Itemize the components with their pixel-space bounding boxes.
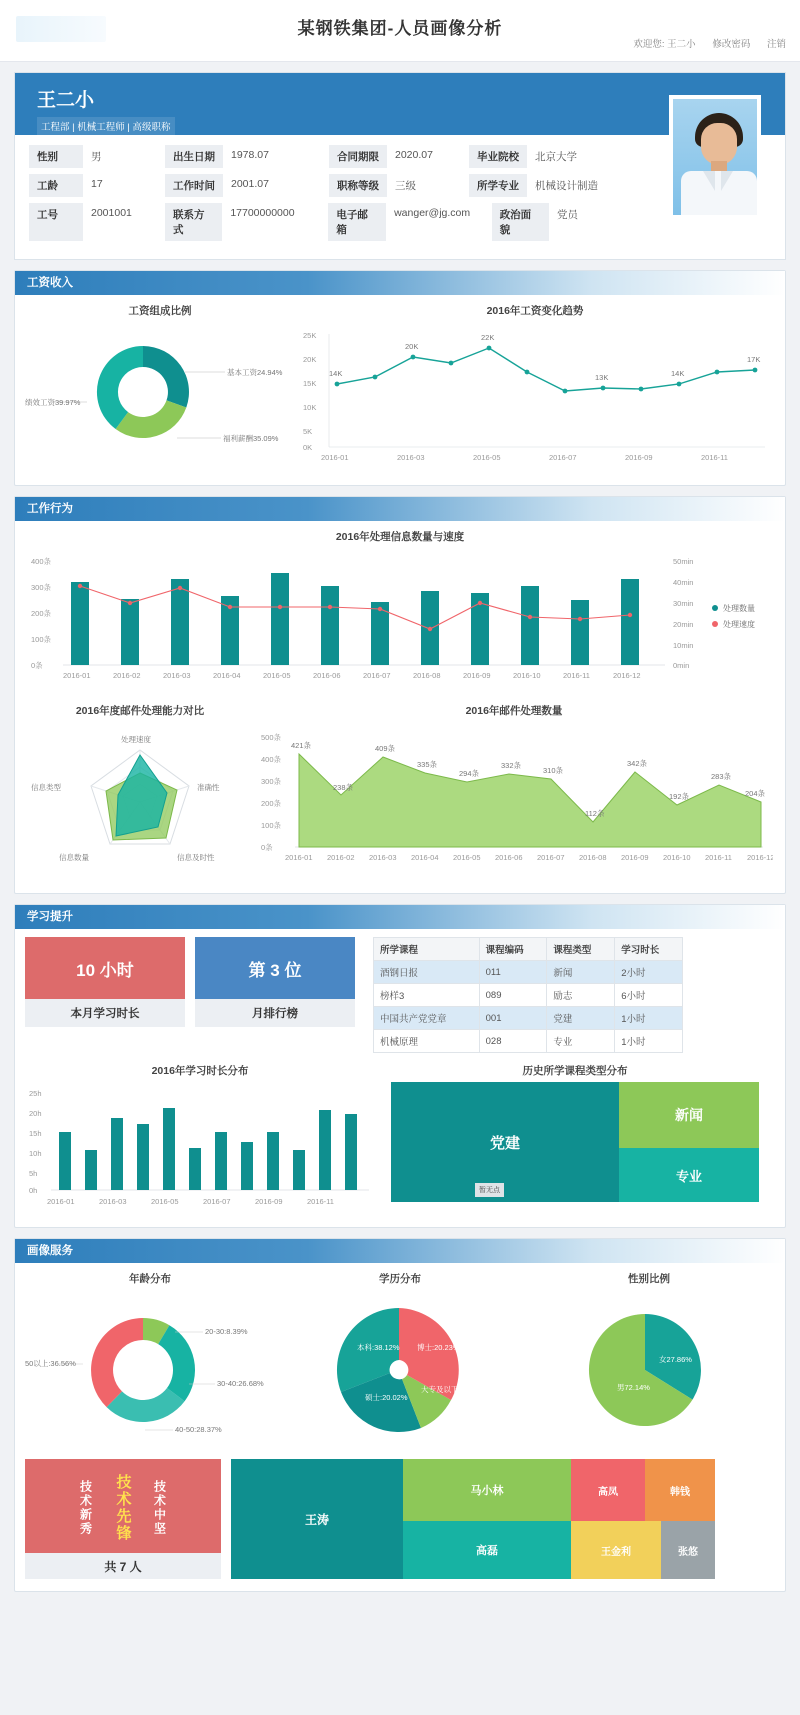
x-tick: 2016-11 [307,1197,334,1206]
kpi-study-hours [25,937,185,1027]
company-logo [16,16,106,42]
info-label: 电子邮箱 [328,203,386,241]
kpi-value: 10 小时 [25,937,185,999]
x-tick: 2016-11 [701,453,728,462]
y-tick: 5K [303,427,313,436]
pie-label: 硕士:20.02% [365,1393,408,1402]
x-tick: 2016-04 [213,671,241,680]
profile-card [14,72,786,260]
chart-title: 2016年学习时长分布 [151,1065,249,1077]
panel-title-learning: 学习提升 [15,905,785,929]
x-tick: 2016-08 [413,671,441,680]
panel-salary [14,270,786,486]
radar-axis-label: 信息数量 [59,853,89,862]
info-value: 1978.07 [231,149,269,161]
x-tick: 2016-03 [397,453,425,462]
info-label: 毕业院校 [469,145,527,168]
panel-title-behavior: 工作行为 [15,497,785,521]
x-tick: 2016-06 [495,853,523,862]
chart-mail-area [255,703,773,881]
pie-label: 50以上:36.56% [25,1359,76,1368]
info-value: 17700000000 [230,207,295,219]
pie-label: 大专及以下:21.63% [421,1385,487,1394]
y-tick: 15K [303,379,317,388]
radar-axis-label: 信息及时性 [177,853,215,862]
chart-gender-dist [525,1271,773,1451]
y-tick-left: 400条 [31,557,52,566]
kpi-label: 月排行榜 [195,999,355,1027]
y-tick-right: 0min [673,661,690,670]
y-tick-left: 0条 [31,661,43,670]
kpi-value: 第 3 位 [195,937,355,999]
donut-label-welfare: 福利薪酬35.09% [223,434,279,443]
y-tick: 25h [29,1089,42,1098]
profile-name: 王二小 [37,90,95,111]
chart-title: 历史所学课程类型分布 [522,1065,628,1077]
point-label: 409条 [375,744,396,753]
y-tick: 10K [303,403,317,412]
point-label: 421条 [291,741,312,750]
panel-learning [14,904,786,1228]
y-tick-left: 300条 [31,583,52,592]
pie-label: 20-30:8.39% [205,1327,248,1336]
y-tick: 5h [29,1169,38,1178]
x-tick: 2016-04 [411,853,439,862]
point-label: 192条 [669,792,690,801]
info-value: 男 [91,151,102,163]
y-tick: 0K [303,443,313,452]
tag-word-2[interactable]: 技术先锋 [114,1474,132,1542]
radar-axis-label: 信息类型 [31,783,61,792]
user-bar [619,36,786,50]
chart-edu-dist [275,1271,525,1451]
cell: 028 [479,1030,547,1053]
donut-label-base: 基本工资24.94% [227,368,283,377]
tag-words [25,1459,221,1553]
tag-word-3[interactable]: 技术中坚 [152,1480,167,1536]
table-row[interactable] [374,984,683,1007]
treemap-cell-staff-3[interactable]: 高磊 [403,1521,571,1579]
x-tick: 2016-07 [537,853,565,862]
cell: 机械原理 [374,1030,480,1053]
y-tick: 10h [29,1149,42,1158]
info-value: 党员 [557,209,579,221]
info-label: 所学专业 [469,174,527,197]
point-label: 332条 [501,761,522,770]
cell: 001 [479,1007,547,1030]
chart-title: 年龄分布 [129,1273,171,1285]
point-label: 310条 [543,766,564,775]
cell: 榜样3 [374,984,480,1007]
y-tick-right: 40min [673,578,694,587]
treemap-cell-major[interactable]: 专业 [619,1148,759,1202]
chart-title: 学历分布 [379,1273,421,1285]
table-row[interactable] [374,961,683,984]
chart-title: 2016年工资变化趋势 [486,305,584,317]
treemap-footnote: 暂无点 [475,1183,504,1197]
point-label: 238条 [333,783,354,792]
cell: 2小时 [615,961,683,984]
chart-salary-donut [25,303,295,473]
chart-title: 2016年邮件处理数量 [465,705,563,717]
chart-title: 2016年处理信息数量与速度 [335,531,465,543]
chart-title: 工资组成比例 [128,305,192,317]
cell: 011 [479,961,547,984]
y-tick: 20K [303,355,317,364]
info-value: 17 [91,178,103,190]
chart-study-hours [25,1063,375,1215]
y-tick: 300条 [261,777,282,786]
x-tick: 2016-02 [327,853,355,862]
x-tick: 2016-03 [369,853,397,862]
y-tick-right: 30min [673,599,694,608]
info-label: 工龄 [29,174,83,197]
pie-label: 本科:38.12% [357,1343,400,1352]
panel-body-learning [15,929,785,1227]
info-value: 北京大学 [535,151,577,163]
chart-salary-trend [295,303,775,473]
info-value: 2001001 [91,207,132,219]
legend-item: 处理速度 [723,620,755,629]
pie-label: 30-40:26.68% [217,1379,264,1388]
profile-header [15,73,785,135]
point-label: 14K [671,369,685,378]
profile-subtitle: 工程部 | 机械工程师 | 高级职称 [37,117,175,135]
chart-mail-radar [25,703,255,881]
col-duration: 学习时长 [615,938,683,961]
x-tick: 2016-05 [473,453,501,462]
pie-label: 40-50:28.37% [175,1425,222,1434]
x-tick: 2016-12 [613,671,641,680]
tag-word-1[interactable]: 技术新秀 [78,1480,93,1536]
panel-body-behavior [15,521,785,893]
y-tick-right: 10min [673,641,694,650]
y-tick-right: 20min [673,620,694,629]
x-tick: 2016-02 [113,671,141,680]
cell: 6小时 [615,984,683,1007]
y-tick: 20h [29,1109,42,1118]
info-label: 工作时间 [165,174,223,197]
y-tick: 15h [29,1129,42,1138]
info-label: 政治面貌 [492,203,549,241]
info-label: 联系方式 [165,203,222,241]
x-tick: 2016-12 [747,853,773,862]
y-tick: 0h [29,1186,38,1195]
tag-total: 共 7 人 [25,1553,221,1579]
courses-table [373,937,683,1053]
x-tick: 2016-06 [313,671,341,680]
cell: 酒钢日报 [374,961,480,984]
col-code: 课程编码 [479,938,547,961]
donut-label-perf: 绩效工资39.97% [25,398,81,407]
welcome-text: 欢迎您: 王二小 [633,39,696,50]
chart-age-dist [25,1271,275,1451]
cell: 1小时 [615,1007,683,1030]
y-tick: 100条 [261,821,282,830]
x-tick: 2016-01 [63,671,91,680]
chart-title: 2016年度邮件处理能力对比 [75,705,205,717]
x-tick: 2016-01 [47,1197,75,1206]
treemap-cell-party[interactable]: 党建 [391,1082,619,1202]
x-tick: 2016-10 [663,853,691,862]
panel-body-salary [15,295,785,485]
treemap-cell-staff-1[interactable]: 王涛 [231,1459,403,1579]
y-tick-left: 100条 [31,635,52,644]
info-label: 职称等级 [329,174,387,197]
treemap-cell-staff-4[interactable]: 高凤 [571,1459,645,1521]
radar-axis-label: 准确性 [197,783,220,792]
panel-portrait [14,1238,786,1592]
kpi-label: 本月学习时长 [25,999,185,1027]
y-tick: 0条 [261,843,273,852]
cell: 专业 [547,1030,615,1053]
table-row[interactable] [374,1030,683,1053]
info-value: 2020.07 [395,149,433,161]
x-tick: 2016-07 [203,1197,231,1206]
cell: 新闻 [547,961,615,984]
chart-course-treemap [391,1063,759,1215]
point-label: 283条 [711,772,732,781]
chart-title: 性别比例 [628,1273,670,1285]
point-label: 294条 [459,769,480,778]
point-label: 20K [405,342,419,351]
x-tick: 2016-09 [255,1197,283,1206]
cell: 励志 [547,984,615,1007]
info-label: 性别 [29,145,83,168]
point-label: 22K [481,333,495,342]
point-label: 112条 [585,809,605,818]
y-tick: 200条 [261,799,282,808]
info-row [29,145,655,168]
pie-label: 女27.86% [659,1355,692,1364]
kpi-rank [195,937,355,1027]
info-label: 合同期限 [329,145,387,168]
tag-card [25,1459,221,1579]
cell: 党建 [547,1007,615,1030]
point-label: 204条 [745,789,766,798]
info-value: 2001.07 [231,178,269,190]
y-tick: 500条 [261,733,282,742]
info-value: wanger@jg.com [394,207,471,219]
x-tick: 2016-05 [453,853,481,862]
x-tick: 2016-10 [513,671,541,680]
x-tick: 2016-11 [563,671,590,680]
x-tick: 2016-07 [549,453,577,462]
treemap-cell-staff-5[interactable]: 韩钱 [645,1459,715,1521]
legend-item: 处理数量 [723,604,755,613]
table-header-row [374,938,683,961]
x-tick: 2016-09 [621,853,649,862]
x-tick: 2016-03 [163,671,191,680]
x-tick: 2016-01 [285,853,313,862]
point-label: 342条 [627,759,648,768]
x-tick: 2016-07 [363,671,391,680]
cell: 089 [479,984,547,1007]
radar-axis-label: 处理速度 [121,735,151,744]
cell: 1小时 [615,1030,683,1053]
treemap-cell-staff-6[interactable]: 王金利 [571,1521,661,1579]
pie-label: 博士:20.23% [417,1343,460,1352]
y-tick: 400条 [261,755,282,764]
col-course: 所学课程 [374,938,480,961]
info-row [29,203,655,241]
panel-title-salary: 工资收入 [15,271,785,295]
y-tick-left: 200条 [31,609,52,618]
point-label: 335条 [417,760,438,769]
info-label: 工号 [29,203,83,241]
pie-label: 男72.14% [617,1383,650,1392]
treemap-cell-staff-2[interactable]: 马小林 [403,1459,571,1521]
x-tick: 2016-05 [263,671,291,680]
top-bar [0,0,800,62]
point-label: 13K [595,373,609,382]
change-password-link[interactable]: 修改密码 [712,39,751,50]
x-tick: 2016-09 [625,453,653,462]
info-value: 机械设计制造 [535,180,598,192]
info-value: 三级 [395,180,416,192]
panel-title-portrait: 画像服务 [15,1239,785,1263]
chart-staff-treemap [231,1459,715,1579]
chart-msg-count-speed [25,529,775,697]
cell: 中国共产党党章 [374,1007,480,1030]
x-tick: 2016-09 [463,671,491,680]
x-tick: 2016-01 [321,453,349,462]
panel-behavior [14,496,786,894]
page-title: 某钢铁集团-人员画像分析 [297,19,503,38]
col-type: 课程类型 [547,938,615,961]
panel-body-portrait [15,1263,785,1591]
avatar [669,95,761,219]
treemap-cell-staff-7[interactable]: 张悠 [661,1521,715,1579]
x-tick: 2016-03 [99,1197,127,1206]
info-row [29,174,655,197]
x-tick: 2016-08 [579,853,607,862]
x-tick: 2016-05 [151,1197,179,1206]
point-label: 17K [747,355,761,364]
y-tick: 25K [303,331,317,340]
treemap-cell-news[interactable]: 新闻 [619,1082,759,1148]
logout-link[interactable]: 注销 [766,39,786,50]
table-row[interactable] [374,1007,683,1030]
x-tick: 2016-11 [705,853,732,862]
point-label: 14K [329,369,343,378]
y-tick-right: 50min [673,557,694,566]
kpi-group [25,937,355,1027]
info-label: 出生日期 [165,145,223,168]
